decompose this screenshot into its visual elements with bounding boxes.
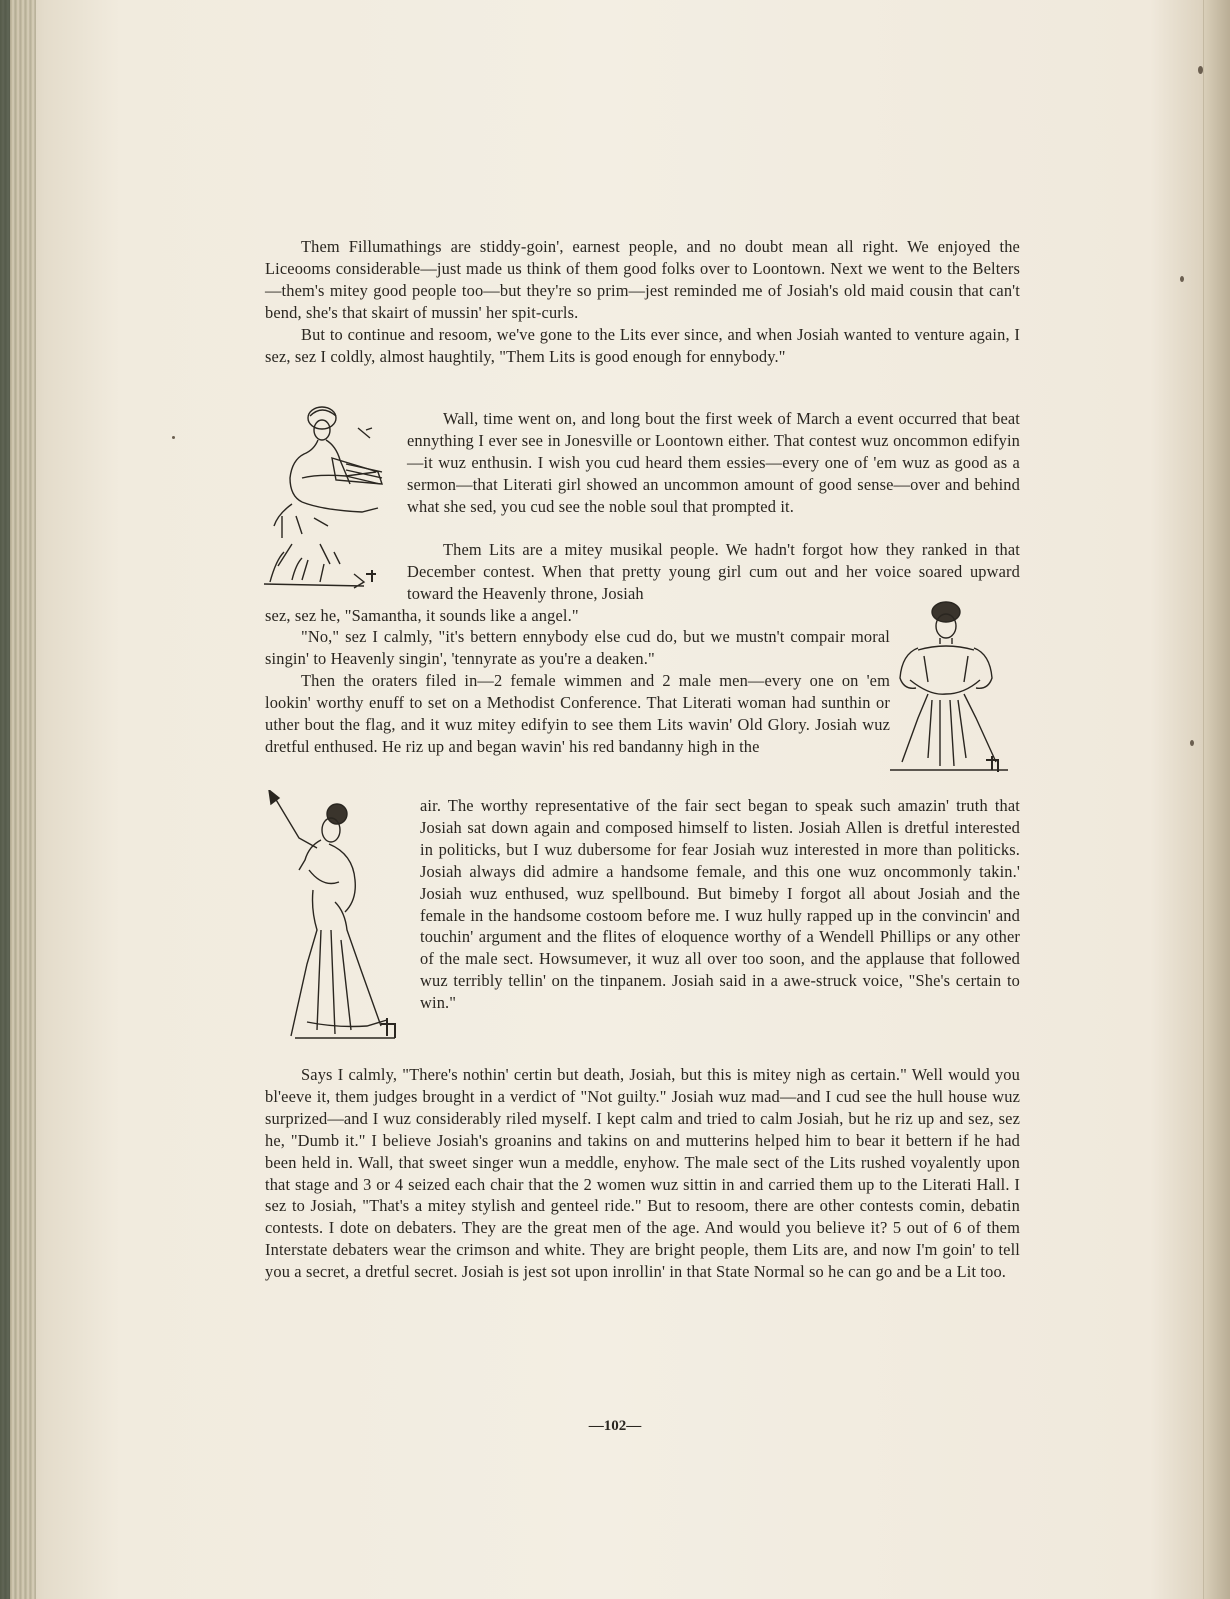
paragraph-4a: Them Lits are a mitey musikal people. We hadn't forgot how they ranked in that December contest. When that pretty young girl cum out and her voice soared upward toward the Heavenly throne, Josiah <box>407 540 1020 603</box>
paragraph-4b: sez, sez he, "Samantha, it sounds like a angel." <box>265 606 579 625</box>
paragraph-1: Them Fillumathings are stiddy-goin', earnest people, and no doubt mean all right. We enjoyed the Liceooms considerable—just made us think of them good folks over to Loontown. Next we went to the Belters—them's mitey good people too—but they're so prim—jest reminded me of Josiah's old maid cousin that can't bend, she's that skairt of mussin' her spit-curls. <box>265 237 1020 322</box>
paragraph-2: But to continue and resoom, we've gone to the Lits ever since, and when Josiah wanted to venture again, I sez, sez I coldly, almost haughtily, "Them Lits is good enough for ennybody." <box>265 324 1020 366</box>
paragraph-8: Says I calmly, "There's nothin' certin but death, Josiah, but this is mitey nigh as certain." Well would you bl'eeve it, them judges brought in a verdict of "Not guilty." Josiah wuz mad—and I cud see the hull house wuz surprized—and I wuz considerably riled myself. I kept calm and tried to calm Josiah, but he riz up and sez, sez he, "Dumb it." I believe Josiah's groanins and takins on and mutterins helped him to bear it bettern if he had been held in. Wall, that sweet singer wun a meddle, enyhow. The male sect of the Lits rushed voyalently upon that stage and 3 or 4 seized each chair that the 2 women wuz sittin in and carried them up to the Literati Hall. I sez to Josiah, "That's a mitey stylish and genteel ride." But to resoom, there are other contests comin, debatin contests. I dote on debaters. They are the great men of the age. And would you believe it? 5 out of 6 of them Interstate debaters wear the crimson and white. They are bright people, them Lits are, and now I'm goin' to tell you a secret, a dretful secret. Josiah is jest sot upon inrollin' in that State Normal so he can go and be a Lit too. <box>265 1065 1020 1282</box>
paragraph-6: Then the oraters filed in—2 female wimmen and 2 male men—every one on 'em lookin' worthy enuff to set on a Methodist Conference. That Literati woman had sunthin or uther bout the flag, and it wuz mitey edifyin to see them Lits wavin' Old Glory. Josiah wuz dretful enthused. He riz up and began wavin' his red bandanny high in the <box>265 670 890 756</box>
text-block-wrap-piano <box>407 408 1020 518</box>
text-block-bottom <box>265 1064 1020 1283</box>
spine-shadow <box>0 0 10 1599</box>
paper-fleck <box>1190 740 1194 746</box>
paper-fleck <box>1180 276 1184 282</box>
text-block-top <box>265 236 1020 367</box>
woman-waving-flag-sketch <box>265 790 413 1056</box>
paper-fleck <box>172 436 175 439</box>
woman-standing-sketch <box>888 600 1018 782</box>
paragraph-3: Wall, time went on, and long bout the first week of March a event occurred that beat ennything I ever see in Jonesville or Loontown either. That contest wuz oncommon edifyin—it wuz enthusin. I wish you cud heard them essies—every one of 'em wuz as good as a sermon—that Literati girl showed an uncommon amount of good sense—over and behind what she sed, you cud see the noble soul that prompted it. <box>407 409 1020 516</box>
paragraph-7: air. The worthy representative of the fair sect began to speak such amazin' truth that Josiah sat down again and composed himself to listen. Josiah Allen is dretful interested in politicks, but I wuz dubersome for fear Josiah wuz interested in more than politicks. Josiah always did admire a handsome female, and this one wuz oncommonly takin.' Josiah wuz enthused, wuz spellbound. But bimeby I forgot all about Josiah and the female in the handsome costoom before me. I wuz hully rapped up in the convincin' and touchin' argument and the flites of eloquence worthy of a Wendell Phillips or any other of the male sect. Howsumever, it wuz all over too soon, and the applause that followed wuz terribly tellin' on the tinpanem. Josiah said in a awe-struck voice, "She's certain to win." <box>420 796 1020 1013</box>
woman-at-piano-sketch <box>262 404 402 596</box>
paragraph-5: "No," sez I calmly, "it's bettern ennybody else cud do, but we mustn't compair moral singin' to Heavenly singin', 'tennyrate as you're a deaken." <box>265 627 890 668</box>
paper-fleck <box>1198 66 1203 74</box>
text-block-mid-narrow <box>265 626 890 757</box>
text-block-wrap-flag <box>420 795 1020 1014</box>
text-block-wrap-piano-b <box>407 539 1020 605</box>
page-right-edge <box>1203 0 1230 1599</box>
page-number: —102— <box>588 1418 642 1434</box>
